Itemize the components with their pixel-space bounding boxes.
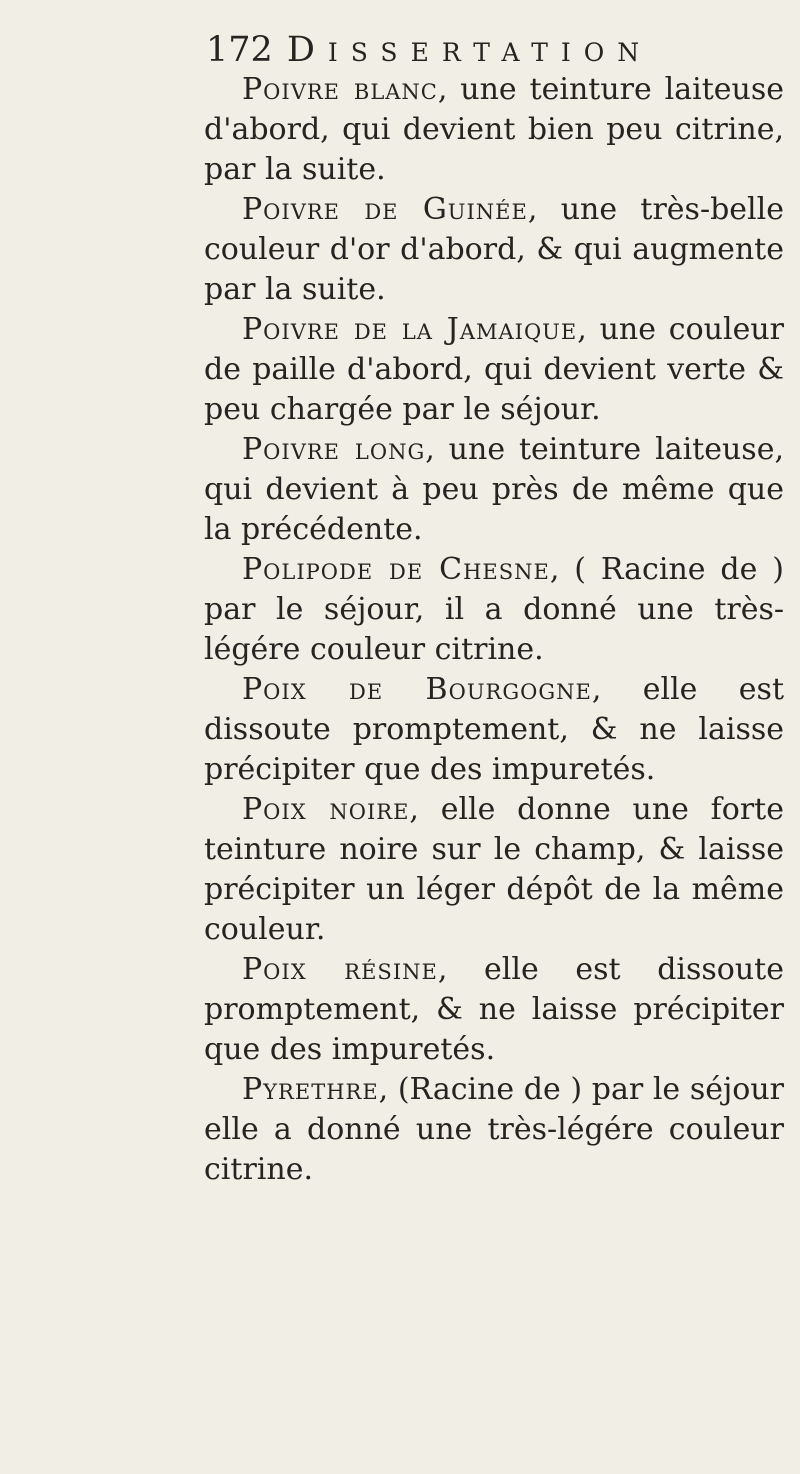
entry-term: Poix résine: [242, 952, 438, 987]
entry-list: [204, 70, 784, 1190]
entry-text: , elle donne une forte teinture noire sur le champ, & laisse précipiter un léger dépôt de la même couleur.: [204, 792, 784, 947]
page-number: 172: [206, 30, 273, 70]
entry-term: Poivre de Guinée: [242, 192, 528, 227]
entry-poivre-de-guinee: [204, 190, 784, 310]
entry-text: , (Racine de ) par le séjour elle a donné une très-légére couleur citrine.: [204, 1072, 784, 1187]
entry-text: , une couleur de paille d'abord, qui devient verte & peu chargée par le séjour.: [204, 312, 785, 427]
entry-term: Polipode de Chesne: [242, 552, 550, 587]
entry-term: Poivre long: [242, 432, 426, 467]
entry-poivre-blanc: [204, 70, 784, 190]
entry-text: , une très-belle couleur d'or d'abord, & qui augmente par la suite.: [204, 192, 784, 307]
entry-polipode-de-chesne: [204, 550, 784, 670]
entry-pyrethre: [204, 1070, 784, 1190]
entry-term: Poix de Bourgogne: [242, 672, 592, 707]
entry-term: Pyrethre: [242, 1072, 379, 1107]
entry-text: , elle est dissoute promptement, & ne laisse précipiter que des impuretés.: [204, 672, 784, 787]
entry-term: Poix noire: [242, 792, 410, 827]
entry-term: Poivre de la Jamaique: [242, 312, 578, 347]
running-title: Dissertation: [286, 30, 653, 70]
entry-poivre-de-la-jamaique: [204, 310, 784, 430]
entry-poix-resine: [204, 950, 784, 1070]
page-header: [206, 30, 652, 70]
entry-text: , une teinture laiteuse, qui devient à peu près de même que la précédente.: [204, 432, 784, 547]
entry-term: Poivre blanc: [242, 72, 438, 107]
entry-poix-de-bourgogne: [204, 670, 784, 790]
entry-text: , une teinture laiteuse d'abord, qui devient bien peu citrine, par la suite.: [204, 72, 784, 187]
entry-text: , ( Racine de ) par le séjour, il a donné une très-légére couleur citrine.: [204, 552, 784, 667]
entry-text: , elle est dissoute promptement, & ne laisse précipiter que des impuretés.: [204, 952, 784, 1067]
entry-poivre-long: [204, 430, 784, 550]
entry-poix-noire: [204, 790, 784, 950]
